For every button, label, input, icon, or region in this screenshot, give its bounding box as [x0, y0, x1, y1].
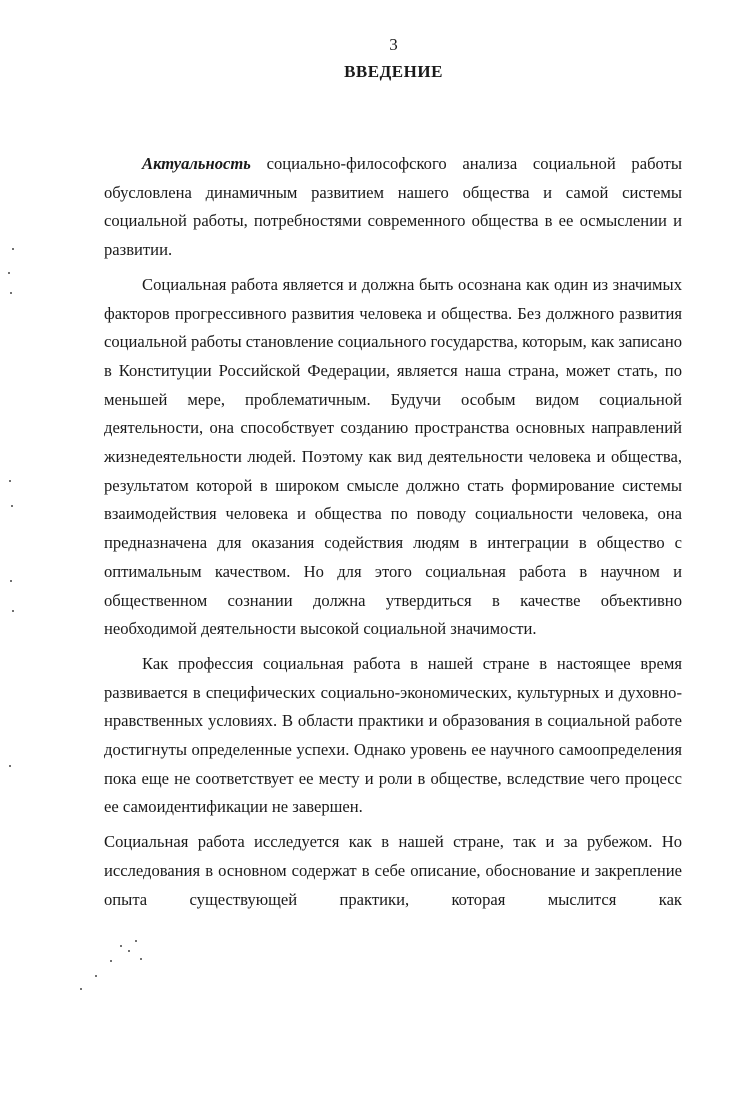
paragraph-1 — [104, 150, 682, 265]
paragraph-text: Как профессия социальная работа в нашей стране в настоящее время развивается в специфических социально-экономических, культурных и духовно-нравственных условиях. В области практики и образования в социальной работе достигнуты определенные успехи. Однако уровень ее научного самоопределения пока еще не соответствует ее месту и роли в обществе, вследствие чего процесс ее самоидентификации не завершен. — [104, 653, 682, 817]
paragraph-text: Социальная работа является и должна быть осознана как один из значимых факторов прогрессивного развития человека и общества. Без должного развития социальной работы становление социального государства, которым, как записано в Конституции Российской Федерации, является наша страна, может стать, по меньшей мере, проблематичным. Будучи особым видом социальной деятельности, она способствует созданию пространства основных направлений жизнедеятельности людей. Поэтому как вид деятельности человека и общества, результатом которой в широком смысле должно стать формирование системы взаимодействия человека и общества по поводу социальности человека, она предназначена для оказания содействия людям в интеграции в общество с оптимальным качеством. Но для этого социальная работа в научном и общественном сознании должна утвердиться в качестве объективно необходимой деятельности высокой социальной значимости. — [104, 274, 682, 639]
document-body — [104, 150, 682, 914]
page-number: 3 — [389, 35, 398, 54]
paragraph-text: Социальная работа исследуется как в нашей стране, так и за рубежом. Но исследования в основном содержат в себе описание, обоснование и закрепление опыта существующей практики, которая мыслится как — [104, 832, 682, 909]
paragraph-lead-term: Актуальность — [142, 154, 251, 173]
paragraph-4 — [104, 828, 682, 914]
paragraph-2 — [104, 271, 682, 644]
page-title: ВВЕДЕНИЕ — [344, 62, 443, 81]
paragraph-3 — [104, 650, 682, 822]
paragraph-text: социально-философского анализа социальной работы обусловлена динамичным развитием нашего общества и самой системы социальной работы, потребностями современного общества в ее осмыслении и развитии. — [104, 154, 682, 260]
